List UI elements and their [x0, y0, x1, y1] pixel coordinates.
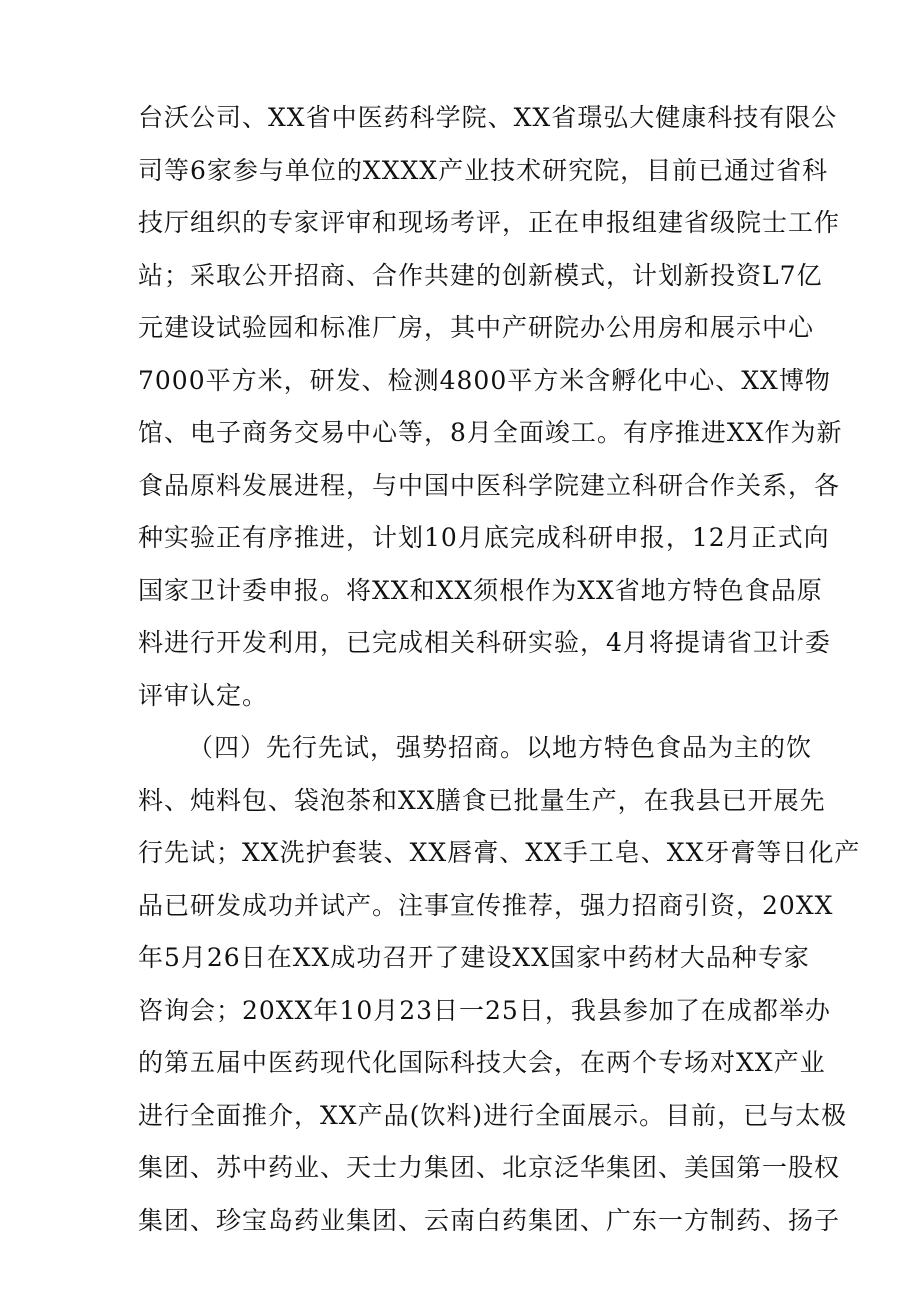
text-line: 咨询会；20XX年10月23日一25日，我县参加了在成都举办: [138, 995, 831, 1025]
text-line: 品已研发成功并试产。注事宣传推荐，强力招商引资，20XX: [138, 890, 834, 920]
text-line: 馆、电子商务交易中心等，8月全面竣工。有序推进XX作为新: [138, 418, 843, 447]
text-line: 7000平方米，研发、检测4800平方米含孵化中心、XX博物: [138, 365, 831, 395]
text-line: 集团、珍宝岛药业集团、云南白药集团、广东一方制药、扬子: [138, 1205, 841, 1235]
text-line: 种实验正有序推进，计划10月底完成科研申报，12月正式向: [138, 523, 830, 552]
text-line: 料进行开发利用，已完成相关科研实验，4月将提请省卫计委: [138, 628, 831, 657]
text-line: 技厅组织的专家评审和现场考评，正在申报组建省级院士工作: [138, 208, 841, 237]
text-line: 站；采取公开招商、合作共建的创新模式，计划新投资L7亿: [138, 260, 823, 290]
text-line: 料、炖料包、袋泡茶和XX膳食已批量生产，在我县已开展先: [138, 785, 826, 815]
text-line: 行先试；XX洗护套装、XX唇膏、XX手工皂、XX牙膏等日化产: [138, 838, 861, 867]
text-line: 元建设试验园和标准厂房，其中产研院办公用房和展示中心: [138, 313, 815, 342]
text-line: 集团、苏中药业、天士力集团、北京泛华集团、美国第一股权: [138, 1153, 841, 1182]
text-line: 进行全面推介，XX产品(饮料)进行全面展示。目前，已与太极: [138, 1100, 848, 1130]
text-line: 食品原料发展进程，与中国中医科学院建立科研合作关系，各: [138, 470, 841, 500]
text-line: 台沃公司、XX省中医药科学院、XX省璟弘大健康科技有限公: [138, 103, 838, 132]
text-line: 司等6家参与单位的XXXX产业技术研究院，目前已通过省科: [138, 155, 829, 185]
text-line: 国家卫计委申报。将XX和XX须根作为XX省地方特色食品原: [138, 575, 823, 605]
paragraph-end-line: 评审认定。: [138, 680, 269, 710]
text-line: 的第五届中医药现代化国际科技大会，在两个专场对XX产业: [138, 1048, 826, 1077]
text-line: 年5月26日在XX成功召开了建设XX国家中药材大品种专家: [138, 943, 810, 972]
section-heading-line: （四）先行先试，强势招商。以地方特色食品为主的饮: [188, 733, 813, 762]
